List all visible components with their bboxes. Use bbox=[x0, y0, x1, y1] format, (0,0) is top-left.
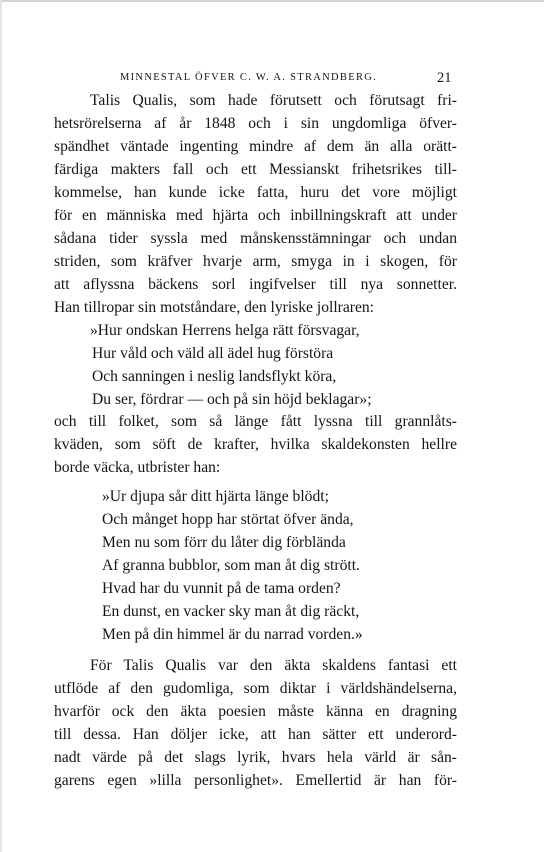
scan-top-edge bbox=[0, 0, 544, 2]
verse-line: Du ser, fördrar — och på sin höjd beklagar»; bbox=[92, 391, 372, 408]
verse-line: »Ur djupa sår ditt hjärta länge blödt; bbox=[102, 488, 329, 505]
verse-line: Hvad har du vunnit på de tama orden? bbox=[102, 580, 341, 597]
verse-line: Af granna bubblor, som man åt dig strött. bbox=[102, 557, 360, 574]
paragraph-line: hvarför ock den äkta poesien måste känna en dragning bbox=[54, 703, 457, 720]
paragraph-line: för en människa med hjärta och inbillningskraft att under bbox=[54, 207, 457, 224]
verse-line: Och sanningen i neslig landsflykt köra, bbox=[92, 368, 337, 385]
paragraph-line: färdiga makters fall och ett Messianskt frihetsrikes till- bbox=[54, 161, 457, 178]
paragraph-line: och till folket, som så länge fått lyssna till grannlåts- bbox=[54, 413, 457, 430]
verse-line: »Hur ondskan Herrens helga rätt försvagar, bbox=[90, 322, 360, 339]
paragraph-line: utflöde af den gudomliga, som diktar i världshändelserna, bbox=[54, 680, 457, 697]
page-number: 21 bbox=[437, 70, 452, 86]
paragraph-line: kväden, som söft de krafter, hvilka skaldekonsten hellre bbox=[54, 436, 457, 453]
verse-line: En dunst, en vacker sky man åt dig räckt, bbox=[102, 603, 360, 620]
paragraph-line: För Talis Qualis var den äkta skaldens fantasi ett bbox=[90, 657, 457, 674]
paragraph-line: garens egen »lilla personlighet». Emellertid är han för- bbox=[54, 772, 457, 789]
verse-line: Hur våld och väld all ädel hug förstöra bbox=[92, 345, 334, 362]
paragraph-line: borde väcka, utbrister han: bbox=[54, 459, 221, 476]
scan-left-edge bbox=[0, 0, 2, 852]
paragraph-line: hetsrörelserna af år 1848 och i sin ungdomliga öfver- bbox=[54, 115, 457, 132]
paragraph-line: kommelse, han kunde icke fatta, huru det vore möjligt bbox=[54, 184, 457, 201]
paragraph-line: till dessa. Han döljer icke, att han sätter ett underord- bbox=[54, 726, 457, 743]
running-title: MINNESTAL ÖFVER C. W. A. STRANDBERG. bbox=[120, 72, 378, 83]
verse-line: Men på din himmel är du narrad vorden.» bbox=[102, 626, 363, 643]
paragraph-line: sådana tider syssla med månskensstämningar och undan bbox=[54, 230, 457, 247]
verse-line: Men nu som förr du låter dig förblända bbox=[102, 534, 346, 551]
paragraph-line: striden, som kräfver hvarje arm, smyga in i skogen, för bbox=[54, 253, 457, 270]
paragraph-line: spändhet väntade ingenting mindre af dem än alla orätt- bbox=[54, 138, 457, 155]
paragraph-line: Talis Qualis, som hade förutsett och förutsagt fri- bbox=[90, 92, 457, 109]
verse-line: Och månget hopp har störtat öfver ända, bbox=[102, 511, 354, 528]
paragraph-line: att aflyssna bäckens sorl ingifvelser till nya sonnetter. bbox=[54, 276, 457, 293]
paragraph-line: Han tillropar sin motståndare, den lyriske jollraren: bbox=[54, 299, 375, 316]
paragraph-line: nadt värde på det slags lyrik, hvars hela värld är sån- bbox=[54, 749, 457, 766]
